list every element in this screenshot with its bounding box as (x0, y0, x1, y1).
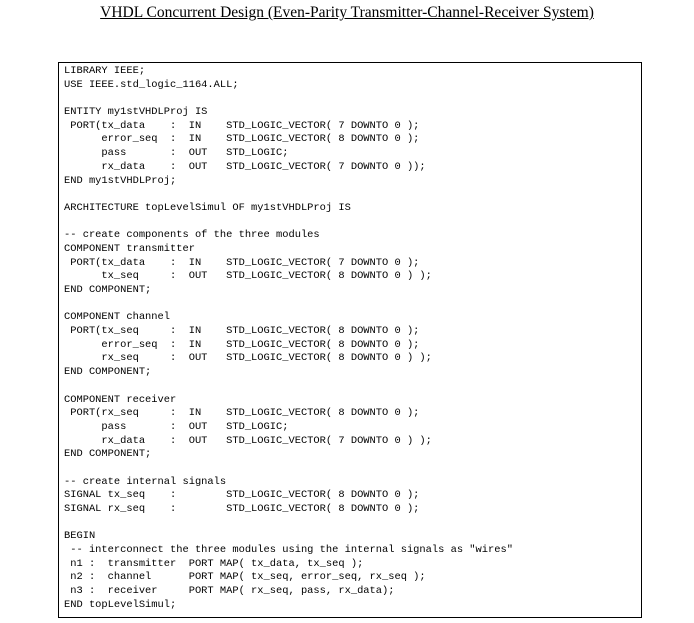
code-line: PORT(tx_data : IN STD_LOGIC_VECTOR( 7 DOWNTO 0 ); (64, 256, 420, 269)
code-line: LIBRARY IEEE; (64, 65, 146, 77)
code-line: n3 : receiver PORT MAP( rx_seq, pass, rx_data); (64, 585, 395, 598)
code-line: BEGIN (64, 530, 96, 543)
code-line: PORT(tx_seq : IN STD_LOGIC_VECTOR( 8 DOWNTO 0 ); (64, 325, 420, 338)
code-line (64, 462, 641, 476)
code-line: SIGNAL rx_seq : STD_LOGIC_VECTOR( 8 DOWNTO 0 ); (64, 503, 420, 515)
code-line: tx_seq : OUT STD_LOGIC_VECTOR( 8 DOWNTO 0 ) ); (64, 270, 432, 283)
code-listing (58, 62, 642, 618)
code-line: n1 : transmitter PORT MAP( tx_data, tx_seq ); (64, 557, 364, 570)
code-line (64, 298, 641, 312)
code-line: error_seq : IN STD_LOGIC_VECTOR( 8 DOWNTO 0 ); (64, 133, 420, 146)
code-line: ENTITY my1stVHDLProj IS (64, 106, 208, 119)
code-line: PORT(tx_data : IN STD_LOGIC_VECTOR( 7 DOWNTO 0 ); (64, 119, 420, 132)
code-line: COMPONENT transmitter (64, 242, 195, 255)
code-line: pass : OUT STD_LOGIC; (64, 147, 289, 160)
code-line (64, 188, 641, 202)
code-line: SIGNAL tx_seq : STD_LOGIC_VECTOR( 8 DOWNTO 0 ); (64, 489, 420, 502)
code-line (64, 216, 641, 230)
code-line: USE IEEE.std_logic_1164.ALL; (64, 78, 239, 91)
code-line: END COMPONENT; (64, 366, 152, 379)
document-title: VHDL Concurrent Design (Even-Parity Transmitter-Channel-Receiver System) (100, 4, 594, 21)
code-line: COMPONENT channel (64, 311, 171, 324)
code-line: END COMPONENT; (64, 284, 152, 296)
code-line: pass : OUT STD_LOGIC; (64, 420, 289, 433)
code-line: COMPONENT receiver (64, 393, 177, 406)
code-line: error_seq : IN STD_LOGIC_VECTOR( 8 DOWNTO 0 ); (64, 338, 420, 351)
code-line: ARCHITECTURE topLevelSimul OF my1stVHDLProj IS (64, 201, 351, 214)
code-line: n2 : channel PORT MAP( tx_seq, error_seq, rx_seq ); (64, 571, 426, 584)
code-line: -- interconnect the three modules using the internal signals as "wires" (64, 544, 513, 557)
code-line: rx_data : OUT STD_LOGIC_VECTOR( 7 DOWNTO 0 )); (64, 160, 426, 173)
code-line (64, 517, 641, 531)
code-line: rx_data : OUT STD_LOGIC_VECTOR( 7 DOWNTO 0 ) ); (64, 434, 432, 447)
code-line: END topLevelSimul; (64, 598, 177, 611)
code-line: -- create internal signals (64, 475, 227, 488)
code-line (64, 92, 641, 106)
code-line: END my1stVHDLProj; (64, 174, 177, 187)
code-line (64, 380, 641, 394)
code-line: -- create components of the three modules (64, 229, 320, 242)
code-line: END COMPONENT; (64, 448, 152, 461)
code-line: rx_seq : OUT STD_LOGIC_VECTOR( 8 DOWNTO 0 ) ); (64, 352, 432, 365)
code-line: PORT(rx_seq : IN STD_LOGIC_VECTOR( 8 DOWNTO 0 ); (64, 407, 420, 420)
